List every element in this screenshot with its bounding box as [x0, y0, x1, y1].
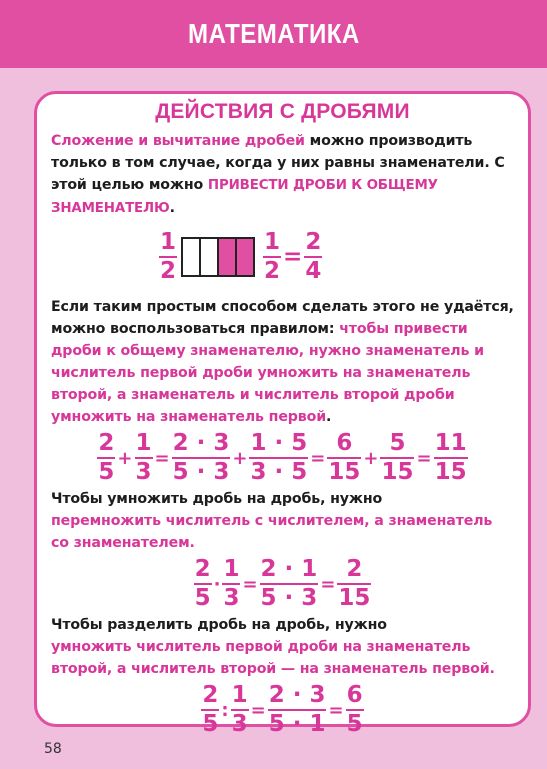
rule-paragraph [51, 296, 514, 428]
fraction [172, 432, 231, 484]
denominator: 2 [264, 258, 281, 284]
numerator: 6 [336, 430, 353, 456]
highlight-term: Сложение и вычитание дробей [51, 133, 305, 149]
divide-rule: умножить числитель первой дроби на знаменатель второй, а числитель второй — на знаменатель первой. [51, 639, 495, 677]
fraction [268, 684, 327, 736]
rule-intro: Если таким простым способом сделать этого не удаётся, можно воспользоваться правилом: [51, 299, 514, 337]
intro-paragraph [51, 130, 521, 220]
denominator: 5 [202, 711, 219, 737]
numerator: 2 · 1 [260, 556, 318, 582]
numerator: 1 [264, 229, 281, 255]
fraction [327, 432, 361, 484]
plus-sign: + [363, 447, 379, 469]
denominator: 5 [194, 585, 211, 611]
numerator: 2 · 3 [172, 430, 230, 456]
plus-sign: + [117, 447, 133, 469]
bar-cell [181, 237, 201, 277]
fraction [304, 231, 322, 283]
bar-cell [199, 237, 219, 277]
fraction [135, 432, 153, 484]
denominator: 3 [231, 711, 248, 737]
equals-sign: = [250, 699, 266, 721]
page-number: 58 [44, 741, 62, 757]
fraction-bar [183, 237, 255, 277]
numerator: 1 [135, 430, 152, 456]
denominator: 15 [434, 459, 467, 485]
denominator: 5 · 3 [260, 585, 318, 611]
numerator: 1 · 5 [250, 430, 308, 456]
fraction [434, 432, 468, 484]
numerator: 1 [231, 682, 248, 708]
rule-text: чтобы привести дроби к общему знаменателю, нужно знаменатель и числитель первой дроби умножить на знаменатель второй, а знаменатель и числитель второй дроби умножить на знаменатель первой [51, 321, 484, 425]
numerator: 6 [346, 682, 363, 708]
denominator: 3 · 5 [250, 459, 308, 485]
equals-sign: = [328, 699, 344, 721]
fraction [159, 231, 177, 283]
numerator: 1 [160, 229, 177, 255]
fraction [97, 432, 115, 484]
numerator: 2 [98, 430, 115, 456]
fraction [201, 684, 219, 736]
denominator: 15 [338, 585, 371, 611]
multiplication-formula [51, 558, 514, 610]
numerator: 2 [194, 556, 211, 582]
numerator: 5 [389, 430, 406, 456]
denominator: 5 · 1 [268, 711, 326, 737]
equals-sign: = [416, 447, 432, 469]
denominator: 5 · 3 [172, 459, 230, 485]
page-title: МАТЕМАТИКА [187, 18, 360, 49]
fraction [380, 432, 414, 484]
numerator: 2 [202, 682, 219, 708]
content-card [34, 91, 531, 737]
highlight-term: ПРИВЕСТИ ДРОБИ К ОБЩЕМУ ЗНАМЕНАТЕЛЮ [51, 178, 438, 216]
denominator: 4 [305, 258, 322, 284]
intro-text: можно производить только в том случае, когда у них равны знаменатели. С этой целью можно [51, 133, 505, 193]
intro-period: . [169, 200, 175, 216]
equals-sign: = [154, 447, 170, 469]
numerator: 2 · 3 [268, 682, 326, 708]
plus-sign: + [232, 447, 248, 469]
fraction [263, 231, 281, 283]
page-header [0, 0, 547, 68]
numerator: 11 [434, 430, 467, 456]
fraction [249, 432, 308, 484]
denominator: 5 [346, 711, 363, 737]
denominator: 5 [98, 459, 115, 485]
numerator: 2 [346, 556, 363, 582]
divide-intro: Чтобы разделить дробь на дробь, нужно [51, 617, 387, 633]
fraction-demo [159, 228, 514, 286]
numerator: 2 [305, 229, 322, 255]
fraction [337, 558, 371, 610]
multiply-paragraph [51, 488, 514, 554]
denominator: 15 [381, 459, 414, 485]
fraction [346, 684, 364, 736]
fraction [231, 684, 249, 736]
divide-sign: : [221, 699, 229, 721]
rule-period: . [326, 409, 332, 425]
numerator: 1 [223, 556, 240, 582]
division-formula [51, 684, 514, 736]
divide-paragraph [51, 614, 514, 680]
fraction [194, 558, 212, 610]
denominator: 15 [328, 459, 361, 485]
equals-sign: = [283, 244, 303, 270]
denominator: 3 [135, 459, 152, 485]
denominator: 3 [223, 585, 240, 611]
multiply-rule: перемножить числитель с числителем, а знаменатель со знаменателем. [51, 513, 493, 551]
equals-sign: = [320, 573, 336, 595]
bar-cell [217, 237, 237, 277]
addition-formula [51, 432, 514, 484]
multiply-intro: Чтобы умножить дробь на дробь, нужно [51, 491, 383, 507]
bar-cell [235, 237, 255, 277]
denominator: 2 [160, 258, 177, 284]
multiply-sign: · [213, 573, 221, 595]
section-title: ДЕЙСТВИЯ С ДРОБЯМИ [155, 100, 410, 123]
fraction [222, 558, 240, 610]
equals-sign: = [310, 447, 326, 469]
equals-sign: = [242, 573, 258, 595]
fraction [260, 558, 319, 610]
